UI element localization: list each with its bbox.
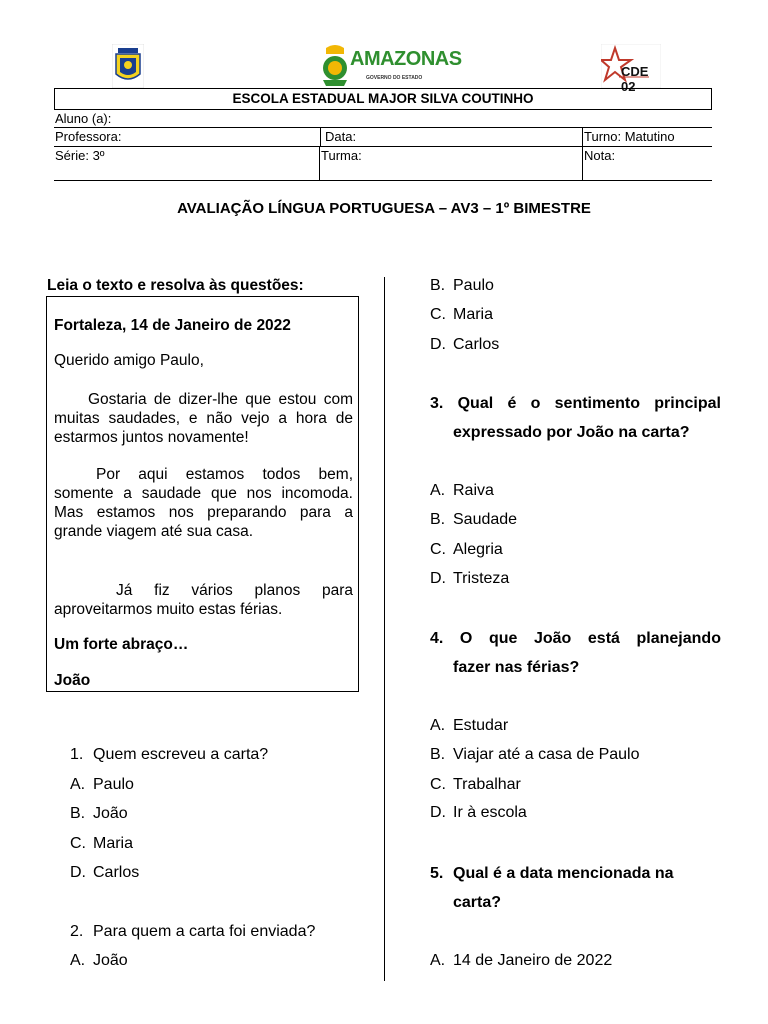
letter-closing: Um forte abraço… [54,636,189,653]
question-number: 1. [70,746,84,763]
letter-box [46,296,359,692]
q1-option-a[interactable]: A. Paulo [70,776,134,793]
letter-greeting: Querido amigo Paulo, [54,352,204,369]
question-text: Para quem a carta foi enviada? [93,923,316,940]
cde-logo [601,44,661,94]
question-3: 3. Qual é o sentimento principal expressado por João na carta? [430,395,721,441]
amazonas-government-logo [320,42,462,88]
turno-field: Turno: Matutino [584,129,675,144]
letter-signature: João [54,672,91,689]
serie-field: Série: 3º [55,148,105,163]
column-divider [384,277,385,981]
question-2 [70,923,315,941]
nota-field: Nota: [582,147,615,180]
amazonas-logo-subtitle: GOVERNO DO ESTADO [366,75,423,81]
q2-option-b[interactable]: B. Paulo [430,277,494,294]
header-table [54,88,712,181]
question-1 [70,746,268,764]
data-field: Data: [320,128,356,146]
q4-option-c[interactable]: C. Trabalhar [430,776,521,793]
exam-title: AVALIAÇÃO LÍNGUA PORTUGUESA – AV3 – 1º BIMESTRE [177,200,591,217]
q4-option-a[interactable]: A. Estudar [430,717,509,734]
question-text: Quem escreveu a carta? [93,746,269,763]
question-4: 4. O que João está planejando fazer nas férias? [430,630,721,676]
q5-option-a[interactable]: A. 14 de Janeiro de 2022 [430,952,613,969]
question-5: 5. Qual é a data mencionada na carta? [430,865,674,911]
letter-paragraph-1: Gostaria de dizer-lhe que estou com muitas saudades, e não vejo a hora de estarmos juntos novamente! [54,391,353,446]
q2-option-a[interactable]: A. João [70,952,128,969]
q1-option-b[interactable]: B. João [70,805,128,822]
letter-paragraph-3: Já fiz vários planos para aproveitarmos muito estas férias. [54,582,353,618]
q4-option-b[interactable]: B. Viajar até a casa de Paulo [430,746,640,763]
amazonas-logo-text: AMAZONAS [350,48,462,70]
q4-option-d[interactable]: D. Ir à escola [430,804,527,821]
professora-field: Professora: [55,129,122,144]
question-number: 2. [70,923,84,940]
q3-option-d[interactable]: D. Tristeza [430,570,510,587]
letter-date: Fortaleza, 14 de Janeiro de 2022 [54,317,291,334]
cde-logo-text: CDE 02 [621,64,649,94]
q3-option-b[interactable]: B. Saudade [430,511,518,528]
q3-option-a[interactable]: A. Raiva [430,482,494,499]
q1-option-c[interactable]: C. Maria [70,835,134,852]
q2-option-d[interactable]: D. Carlos [430,336,500,353]
instruction-text: Leia o texto e resolva às questões: [47,277,304,294]
q1-option-d[interactable]: D. Carlos [70,864,140,881]
school-name: ESCOLA ESTADUAL MAJOR SILVA COUTINHO [54,88,712,110]
q2-option-c[interactable]: C. Maria [430,306,494,323]
school-crest-logo [112,44,144,88]
turma-field: Turma: [319,147,362,180]
aluno-field: Aluno (a): [55,111,112,126]
letter-paragraph-2: Por aqui estamos todos bem, somente a saudade que nos incomoda. Mas estamos nos preparando para a grande viagem até sua casa. [54,466,353,540]
q3-option-c[interactable]: C. Alegria [430,541,503,558]
